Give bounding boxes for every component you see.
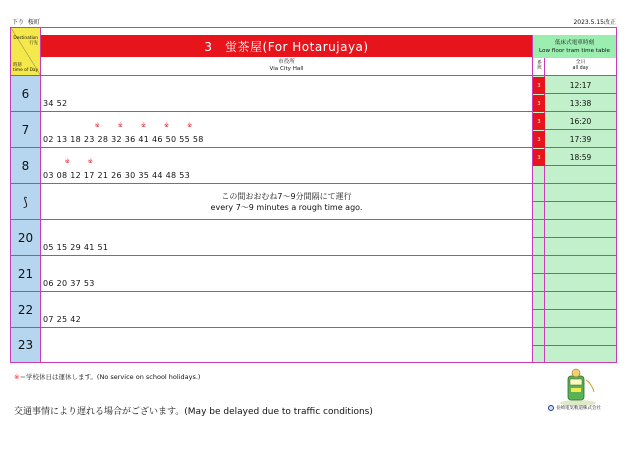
- low-floor-system: 3: [532, 113, 545, 130]
- route-title: 3 蛍茶屋(For Hotarujaya): [41, 35, 532, 57]
- interval-symbol: ⟆: [11, 184, 41, 219]
- hour-row-21: [11, 256, 616, 292]
- all-day-column-header: 全日 all day: [545, 58, 616, 76]
- school-day-mark: ※ ※ ※ ※ ※: [94, 122, 193, 129]
- origin-stop: 桜町: [27, 19, 40, 26]
- system-column-header: 系統: [532, 58, 545, 76]
- hour-cell: 6: [11, 76, 41, 111]
- low-floor-time: 17:39: [569, 135, 592, 144]
- hour-cell: 21: [11, 256, 41, 291]
- timetable: [10, 27, 617, 363]
- hour-row-20: [11, 220, 616, 256]
- hour-cell: 22: [11, 292, 41, 327]
- school-day-mark: ※ ※: [64, 158, 93, 165]
- revision-date: 2023.5.15改正: [573, 19, 616, 26]
- via-label: 市役所 Via City Hall: [41, 59, 532, 76]
- hour-cell: 23: [11, 328, 41, 362]
- low-floor-system: 3: [532, 131, 545, 148]
- low-floor-system: 3: [532, 149, 545, 166]
- school-holiday-note: ※＝学校休日は運休します。(No service on school holidays.): [14, 373, 201, 381]
- interval-note: この間おおむね7～9分間隔にて運行 every 7～9 minutes a rough time ago.: [210, 192, 363, 212]
- hour-cell: 7: [11, 112, 41, 147]
- company-logo-icon: [548, 405, 554, 411]
- departure-minutes: 03 08 12 17 21 26 30 35 44 48 53: [43, 171, 191, 180]
- hour-cell: 8: [11, 148, 41, 183]
- low-floor-time: 18:59: [569, 153, 592, 162]
- company-credit: 長崎電気軌道株式会社: [548, 405, 601, 411]
- traffic-delay-note: 交通事情により遅れる場合がございます。(May be delayed due to traffic conditions): [14, 407, 373, 417]
- hour-row-22: [11, 292, 616, 328]
- header-corner: [11, 28, 41, 76]
- tram-mascot-icon: [556, 366, 600, 406]
- destination-header: Destination 行先: [13, 36, 38, 46]
- low-floor-system: 3: [532, 77, 545, 94]
- departure-minutes: 05 15 29 41 51: [43, 243, 109, 252]
- departure-minutes: 07 25 42: [43, 315, 82, 324]
- low-floor-time: 16:20: [569, 117, 592, 126]
- hour-row-6: [11, 76, 616, 112]
- hour-row-7: [11, 112, 616, 148]
- departure-minutes: 02 13 18 23 28 32 36 41 46 50 55 58: [43, 135, 204, 144]
- departure-minutes: 06 20 37 53: [43, 279, 95, 288]
- low-floor-time: 12:17: [569, 81, 592, 90]
- hour-row-23: [11, 328, 616, 362]
- direction-label: 下り 桜町: [12, 19, 40, 26]
- hour-row-8: [11, 148, 616, 184]
- low-floor-system: 3: [532, 95, 545, 112]
- hour-header: 時刻 time of Day: [13, 63, 39, 73]
- interval-row: [11, 184, 616, 220]
- low-floor-time: 13:38: [569, 99, 592, 108]
- hour-cell: 20: [11, 220, 41, 255]
- low-floor-header: 低床式電車時刻 Low floor tram time table: [532, 35, 616, 58]
- departure-minutes: 34 52: [43, 99, 68, 108]
